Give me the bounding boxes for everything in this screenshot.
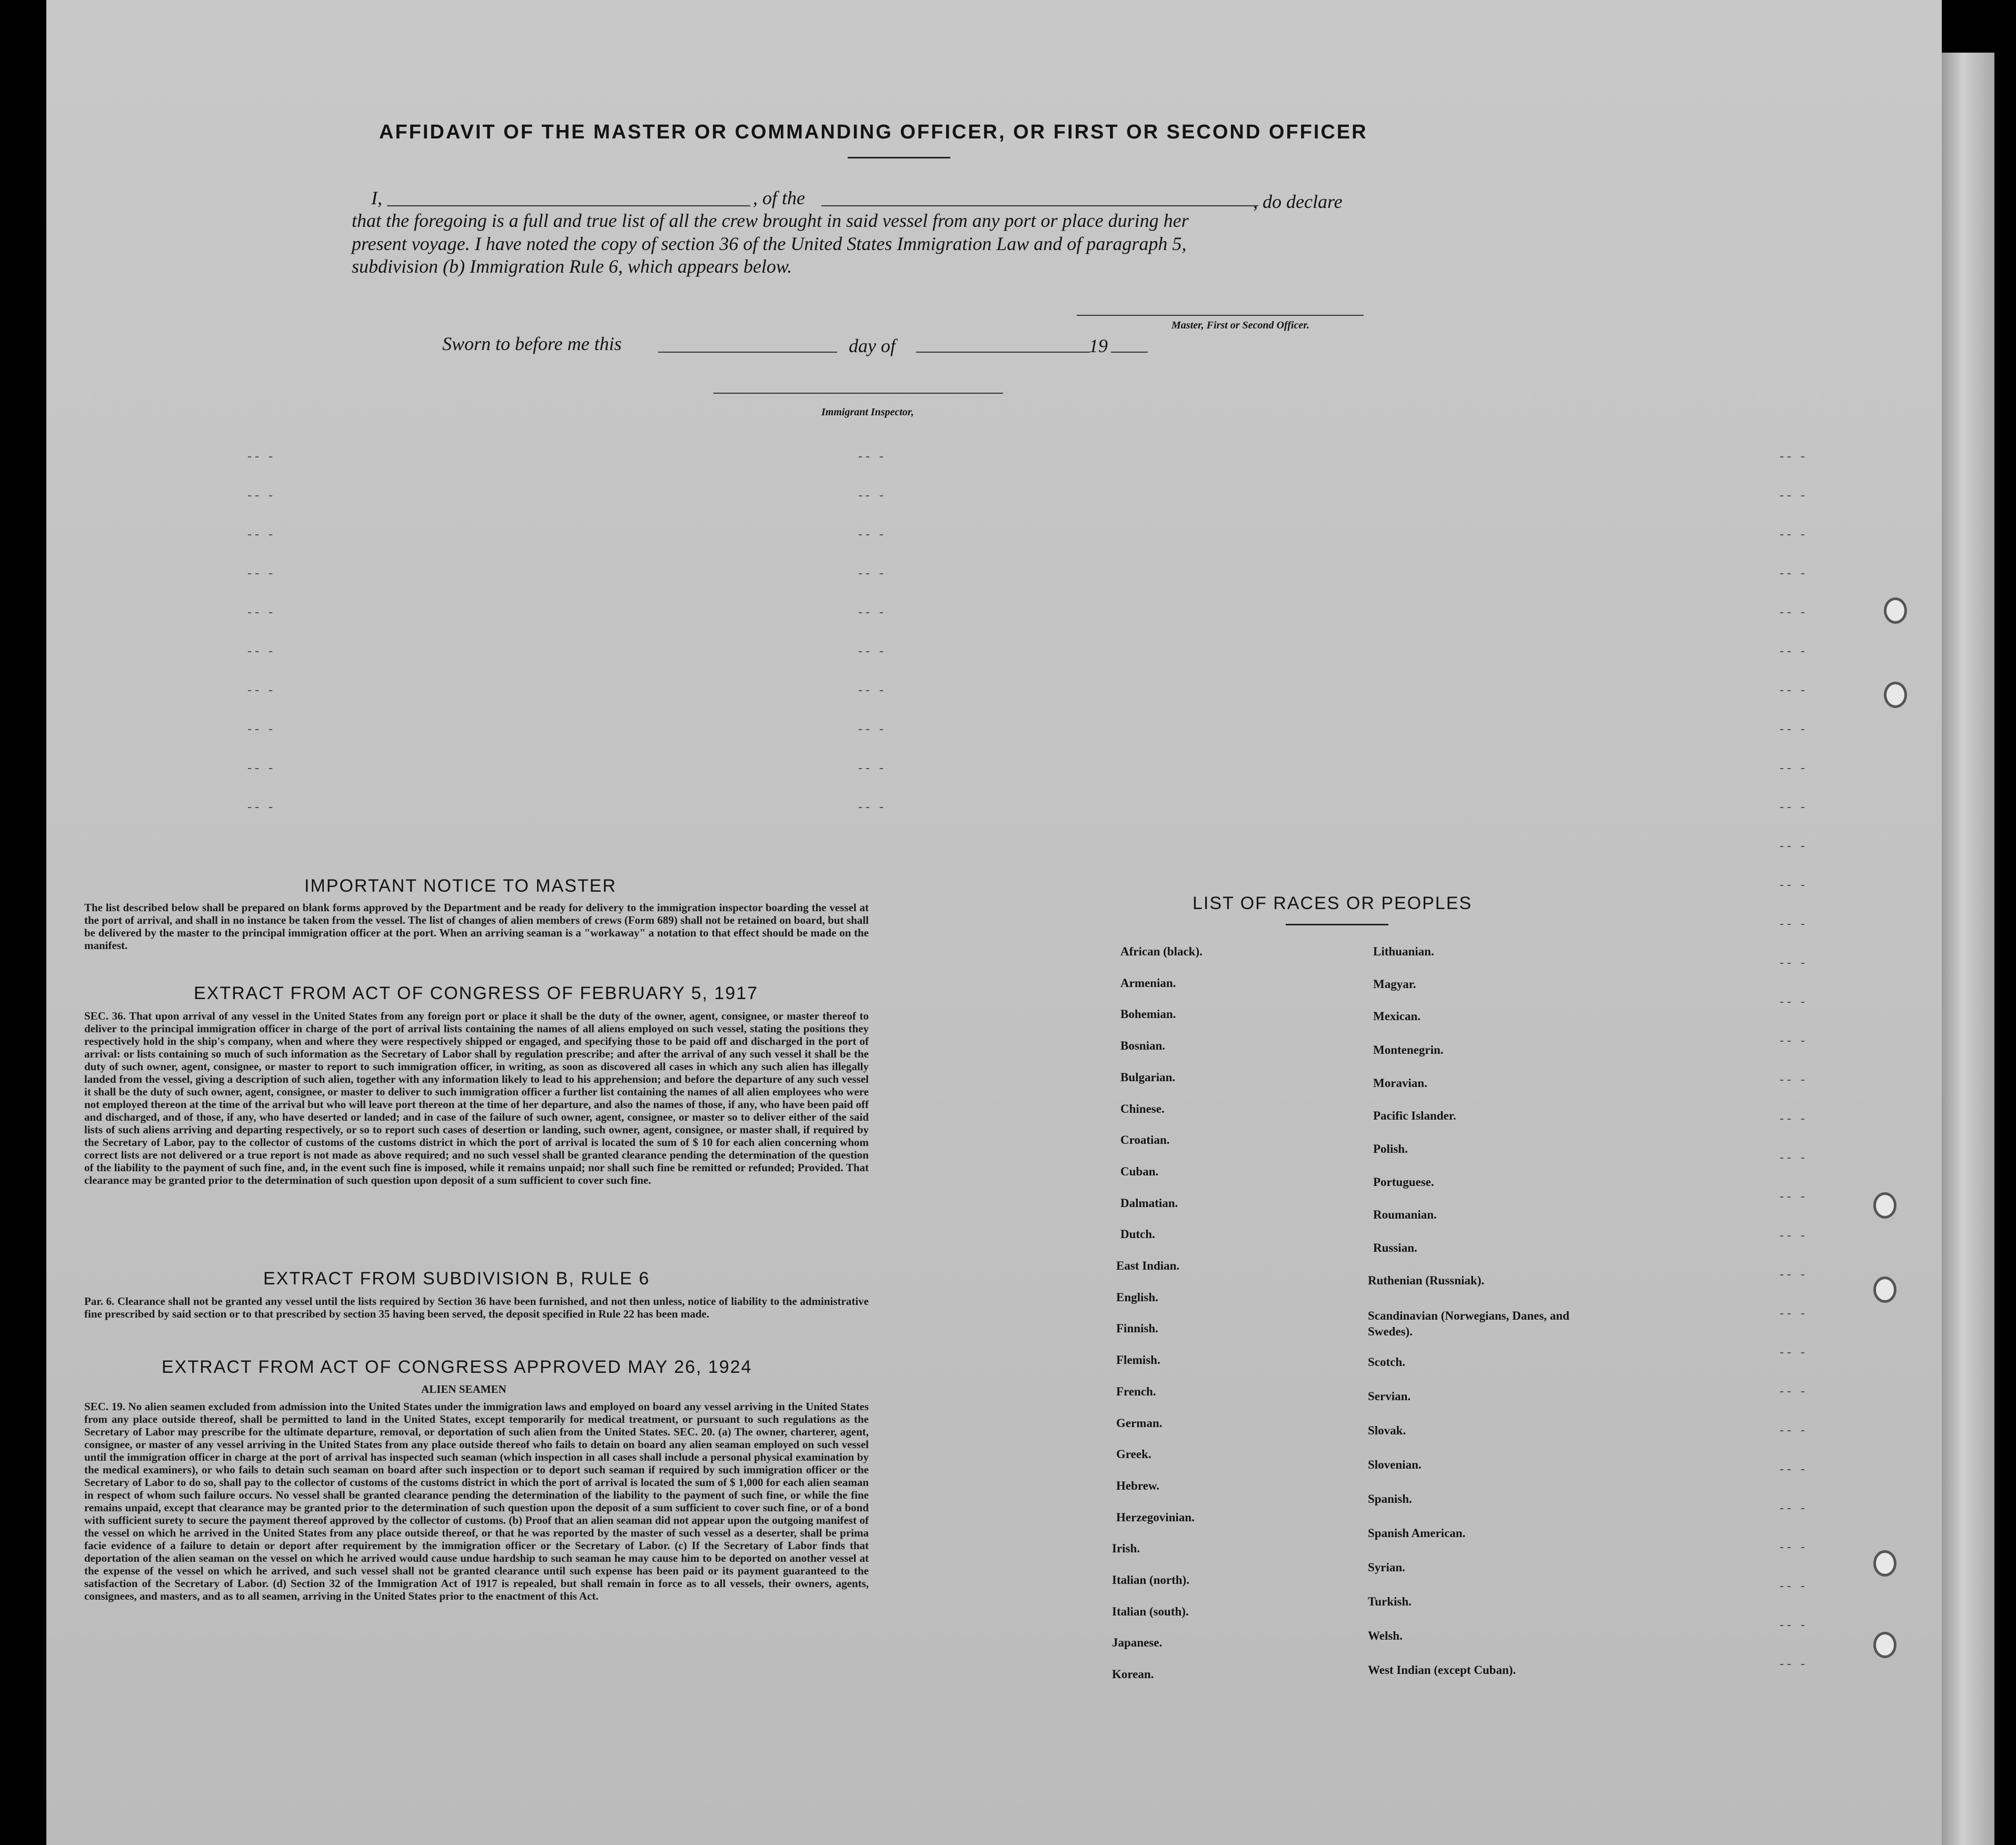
race-item: Slovak.	[1368, 1424, 1406, 1437]
races-underline	[1286, 924, 1388, 925]
race-item: Korean.	[1112, 1668, 1154, 1681]
race-item: Magyar.	[1373, 978, 1416, 991]
inspector-caption: Immigrant Inspector,	[821, 406, 914, 418]
race-item: Russian.	[1373, 1241, 1417, 1254]
title-underline	[848, 157, 950, 158]
affidavit-line2: present voyage. I have noted the copy of section 36 of the United States Immigration Law and of paragraph 5,	[352, 233, 1187, 254]
name-blank	[387, 205, 750, 206]
race-item: German.	[1116, 1416, 1163, 1430]
signature-line	[1077, 315, 1364, 316]
binding-edge	[1942, 53, 1994, 1845]
race-item: Pacific Islander.	[1373, 1109, 1456, 1122]
race-item: Ruthenian (Russniak).	[1368, 1274, 1485, 1287]
race-item: Dutch.	[1120, 1228, 1155, 1241]
race-item: Spanish American.	[1368, 1527, 1466, 1540]
race-item: Moravian.	[1373, 1076, 1427, 1090]
race-item: Dalmatian.	[1120, 1196, 1178, 1210]
vessel-blank	[821, 205, 1258, 206]
affidavit-of-the: , of the	[753, 187, 805, 208]
race-item: Finnish.	[1116, 1322, 1158, 1335]
race-item: Mexican.	[1373, 1010, 1421, 1023]
race-item: Italian (north).	[1112, 1573, 1189, 1587]
race-item: Roumanian.	[1373, 1208, 1437, 1221]
sworn-day-blank	[658, 352, 837, 353]
race-item: Scandinavian (Norwegians, Danes, and Swedes).	[1368, 1309, 1570, 1338]
race-item: Bulgarian.	[1120, 1070, 1176, 1084]
race-item: Italian (south).	[1112, 1604, 1189, 1618]
race-item: Servian.	[1368, 1390, 1411, 1403]
races-title: LIST OF RACES OR PEOPLES	[1193, 893, 1473, 913]
affidavit-declare: , do declare	[1253, 191, 1343, 212]
race-item: Lithuanian.	[1373, 945, 1434, 958]
race-item: Herzegovinian.	[1116, 1510, 1195, 1524]
notice-text: The list described below shall be prepared on blank forms approved by the Department and be ready for delivery to the immigration inspector boarding the vessel at the port of arrival, and shall in no instance be taken from the vessel. The list of changes of alien members of crews (Form 689) shall not be retained on board, but shall be delivered by the master to the principal immigration officer at the port. When an arriving seaman is a "workaway" a notation to that effect should be made on the manifest.	[84, 901, 869, 952]
ditto-marks-middle: -- - -- - -- - -- - -- - -- - -- - -- - -- - -- -	[858, 450, 887, 814]
race-item: Armenian.	[1120, 976, 1176, 990]
race-item: African (black).	[1120, 945, 1203, 958]
binder-hole	[1873, 1192, 1896, 1219]
binder-hole	[1884, 682, 1907, 708]
ditto-marks-right: -- - -- - -- - -- - -- - -- - -- - -- - -- - -- - -- - -- - -- - -- - -- - -- - -- - -- - -- - -- - -- - -- - -- - -- - -- - -- - -- - -- - -- - -- - -- - -- -	[1780, 450, 1808, 1671]
binder-hole	[1873, 1632, 1896, 1658]
race-item: West Indian (except Cuban).	[1368, 1663, 1516, 1677]
race-item: Bosnian.	[1120, 1039, 1166, 1053]
signature-caption: Master, First or Second Officer.	[1171, 320, 1309, 331]
rule6-title: EXTRACT FROM SUBDIVISION B, RULE 6	[263, 1269, 650, 1289]
race-item: Polish.	[1373, 1142, 1408, 1155]
affidavit-line3: subdivision (b) Immigration Rule 6, which appears below.	[352, 256, 792, 277]
affidavit-line1: that the foregoing is a full and true list of all the crew brought in said vessel from any port or place during her	[352, 210, 1189, 231]
rule6-text: Par. 6. Clearance shall not be granted any vessel until the lists required by Section 36 have been furnished, and not then unless, notice of liability to the administrative fine prescribed by said section or to that prescribed by section 35 having been served, the deposit specified in Rule 22 has been made.	[84, 1295, 869, 1320]
extract-1924-text: SEC. 19. No alien seamen excluded from admission into the United States under the immigration laws and employed on board any vessel arriving in the United States from any place outside thereof, shall be permitted to land in the United States, except temporarily for medical treatment, or pursuant to such regulations as the Secretary of Labor may prescribe for the ultimate departure, removal, or deportation of such alien from the United States. SEC. 20. (a) The owner, charterer, agent, consignee, or master of any vessel arriving in the United States from any place outside thereof who fails to detain on board any alien seaman employed on such vessel until the immigration officer in charge at the port of arrival has inspected such seaman (which inspection in all cases shall include a personal physical examination by the medical examiners), or who fails to detain such seaman on board after such inspection or to deport such seaman if required by such immigration officer or the Secretary of Labor to do so, shall pay to the collector of customs of the customs district in which the port of arrival is located the sum of $ 1,000 for each alien seaman in respect of whom such failure occurs. No vessel shall be granted clearance pending the determination of the liability to the payment of such fine, or while the fine remains unpaid, except that clearance may be granted prior to the determination of such question upon the deposit of a sum sufficient to cover such fine, or of a bond with sufficient surety to secure the payment thereof approved by the collector of customs. (b) Proof that an alien seaman did not appear upon the outgoing manifest of the vessel on which he arrived in the United States from any place outside thereof, or that he was reported by the master of such vessel as a deserter, shall be prima facie evidence of a failure to detain or deport after requirement by the immigration officer or the Secretary of Labor. (c) If the Secretary of Labor finds that deportation of the alien seaman on the vessel on which he arrived would cause undue hardship to such seaman he may cause him to be deported on another vessel at the expense of the vessel on which he arrived, and such vessel shall not be granted clearance until such expense has been paid or its payment guaranteed to the satisfaction of the Secretary of Labor. (d) Section 32 of the Immigration Act of 1917 is repealed, but shall remain in force as to all vessels, their owners, agents, consignees, and masters, and as to all seamen, arriving in the United States prior to the enactment of this Act.	[84, 1400, 869, 1602]
race-item: East Indian.	[1116, 1259, 1180, 1272]
race-item: Hebrew.	[1116, 1479, 1159, 1492]
race-item: Greek.	[1116, 1448, 1151, 1461]
race-item: Irish.	[1112, 1542, 1140, 1555]
race-item: Syrian.	[1368, 1561, 1405, 1574]
race-item: Bohemian.	[1120, 1008, 1176, 1021]
race-item: Japanese.	[1112, 1636, 1163, 1650]
race-item: Spanish.	[1368, 1492, 1412, 1505]
binder-hole	[1873, 1276, 1896, 1303]
notice-title: IMPORTANT NOTICE TO MASTER	[304, 876, 617, 896]
affidavit-i: I,	[371, 187, 382, 208]
inspector-line	[713, 393, 1003, 394]
race-item: Turkish.	[1368, 1595, 1412, 1608]
extract-1917-title: EXTRACT FROM ACT OF CONGRESS OF FEBRUARY 5, 1917	[194, 983, 759, 1003]
extract-1924-title: EXTRACT FROM ACT OF CONGRESS APPROVED MAY 26, 1924	[162, 1357, 752, 1377]
ditto-marks-left: -- - -- - -- - -- - -- - -- - -- - -- - -- - -- -	[247, 450, 276, 814]
race-item: Chinese.	[1120, 1102, 1165, 1115]
race-item: Scotch.	[1368, 1355, 1405, 1369]
race-item: Portuguese.	[1373, 1175, 1434, 1189]
race-item: English.	[1116, 1290, 1158, 1304]
race-item: Slovenian.	[1368, 1458, 1422, 1471]
race-item: French.	[1116, 1384, 1156, 1398]
extract-1924-subtitle: ALIEN SEAMEN	[421, 1383, 507, 1395]
race-item: Montenegrin.	[1373, 1043, 1444, 1056]
binder-hole	[1873, 1550, 1896, 1577]
day-of: day of	[849, 335, 896, 356]
race-item: Welsh.	[1368, 1629, 1403, 1642]
race-item: Flemish.	[1116, 1353, 1160, 1367]
extract-1917-text: SEC. 36. That upon arrival of any vessel in the United States from any foreign port or place it shall be the duty of the owner, agent, consignee, or master thereof to deliver to the principal immigration officer in charge of the port of arrival lists containing the names of all aliens employed on such vessel, stating the positions they respectively hold in the ship's company, when and where they were respectively shipped or engaged, and specifying those to be paid off and discharged in the port of arrival: or lists containing so much of such information as the Secretary of Labor shall by regulation prescribe; and after the arrival of any such vessel it shall be the duty of such owner, agent, consignee, or master to report to such immigration officer, in writing, as soon as discovered all cases in which any such alien has illegally landed from the vessel, giving a description of such alien, together with any information likely to lead to his apprehension; and before the departure of any such vessel it shall be the duty of such owner, agent, consignee, or master to deliver to such immigration officer a further list containing the names of all alien employees who were not employed thereon at the time of the arrival but who will leave port thereon at the time of her departure, and also the names of those, if any, who have been paid off and discharged, and of those, if any, who have deserted or landed; and in case of the failure of such owner, agent, consignee, or master so to deliver either of the said lists of such aliens arriving and departing respectively, or so to report such cases of desertion or landing, such owner, agent, consignee, or master shall, if required by the Secretary of Labor, pay to the collector of customs of the customs district in which the port of arrival is located the sum of $ 10 for each alien concerning whom correct lists are not delivered or a true report is not made as above required; and no such vessel shall be granted clearance pending the determination of the question of the liability to the payment of such fine, and, in the event such fine is imposed, while it remains unpaid; nor shall such fine be remitted or refunded; Provided. That clearance may be granted prior to the determination of such question upon deposit of a sum sufficient to cover such fine.	[84, 1010, 869, 1186]
race-item: Cuban.	[1120, 1164, 1159, 1178]
race-item: Croatian.	[1120, 1133, 1170, 1147]
affidavit-title: AFFIDAVIT OF THE MASTER OR COMMANDING OFFICER, OR FIRST OR SECOND OFFICER	[379, 121, 1368, 143]
month-blank	[916, 352, 1090, 353]
year-blank	[1111, 352, 1148, 353]
sworn-text: Sworn to before me this	[442, 333, 622, 354]
binder-hole	[1884, 597, 1907, 624]
year-prefix: 19	[1089, 335, 1108, 356]
